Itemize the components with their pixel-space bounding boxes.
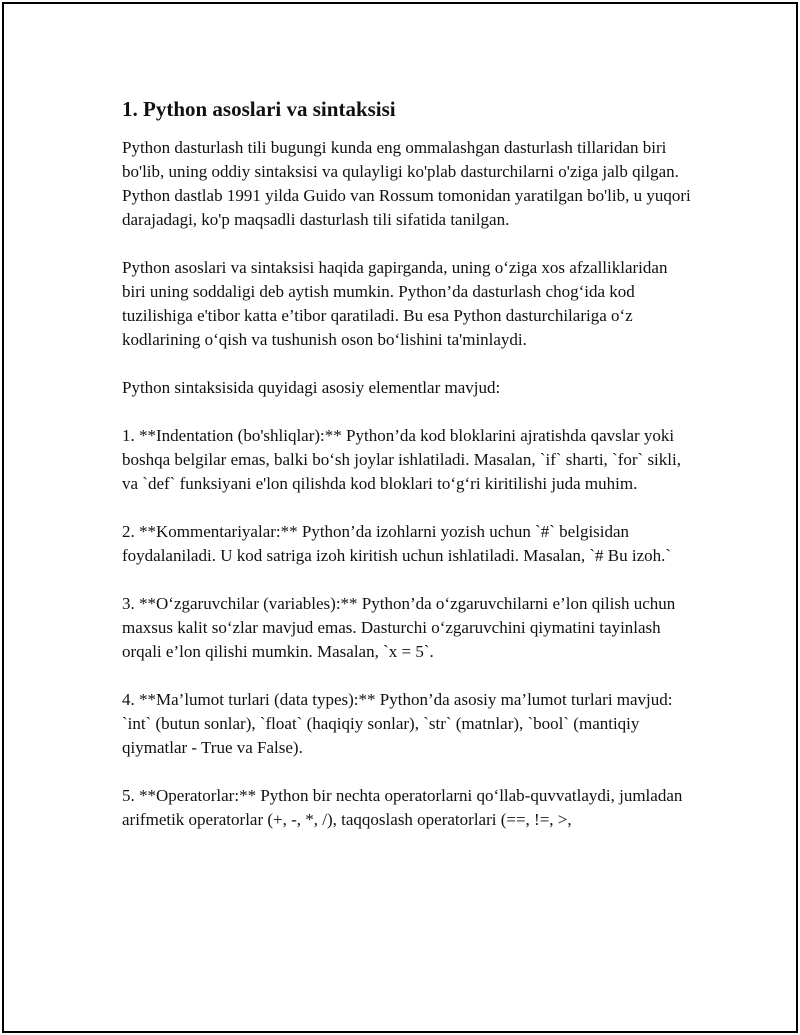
paragraph-elements-intro: Python sintaksisida quyidagi asosiy elementlar mavjud:	[122, 378, 501, 397]
document-body	[122, 96, 692, 832]
list-item-operators: 5. **Operatorlar:** Python bir nechta operatorlarni qo‘llab-quvvatlaydi, jumladan arifmetik operatorlar (+, -, *, /), taqqoslash operatorlari (==, !=, >,	[122, 786, 683, 829]
paragraph-simplicity: Python asoslari va sintaksisi haqida gapirganda, uning o‘ziga xos afzalliklaridan biri uning soddaligi deb aytish mumkin. Python’da dasturlash chog‘ida kod tuzilishiga e'tibor katta e’tibor qaratiladi. Bu esa Python dasturchilariga o‘z kodlarining o‘qish va tushunish oson bo‘lishini ta'minlaydi.	[122, 258, 668, 349]
list-item-comments: 2. **Kommentariyalar:** Python’da izohlarni yozish uchun `#` belgisidan foydalaniladi. U kod satriga izoh kiritish uchun ishlatiladi. Masalan, `# Bu izoh.`	[122, 522, 672, 565]
list-item-data-types: 4. **Ma’lumot turlari (data types):** Python’da asosiy ma’lumot turlari mavjud: `int` (butun sonlar), `float` (haqiqiy sonlar), `str` (matnlar), `bool` (mantiqiy qiymatlar - True va False).	[122, 690, 673, 757]
list-item-indentation: 1. **Indentation (bo'shliqlar):** Python’da kod bloklarini ajratishda qavslar yoki boshqa belgilar emas, balki bo‘sh joylar ishlatiladi. Masalan, `if` sharti, `for` sikli, va `def` funksiyani e'lon qilishda kod bloklari to‘g‘ri kiritilishi juda muhim.	[122, 426, 681, 493]
paragraph-intro: Python dasturlash tili bugungi kunda eng ommalashgan dasturlash tillaridan biri bo'lib, uning oddiy sintaksisi va qulayligi ko'plab dasturchilarni o'ziga jalb qilgan. Python dastlab 1991 yilda Guido van Rossum tomonidan yaratilgan bo'lib, u yuqori darajadagi, ko'p maqsadli dasturlash tili sifatida tanilgan.	[122, 138, 691, 229]
page-frame	[2, 2, 798, 1033]
section-title: 1. Python asoslari va sintaksisi	[122, 97, 396, 121]
list-item-variables: 3. **O‘zgaruvchilar (variables):** Python’da o‘zgaruvchilarni e’lon qilish uchun maxsus kalit so‘zlar mavjud emas. Dasturchi o‘zgaruvchini qiymatini tayinlash orqali e’lon qilishi mumkin. Masalan, `x = 5`.	[122, 594, 676, 661]
